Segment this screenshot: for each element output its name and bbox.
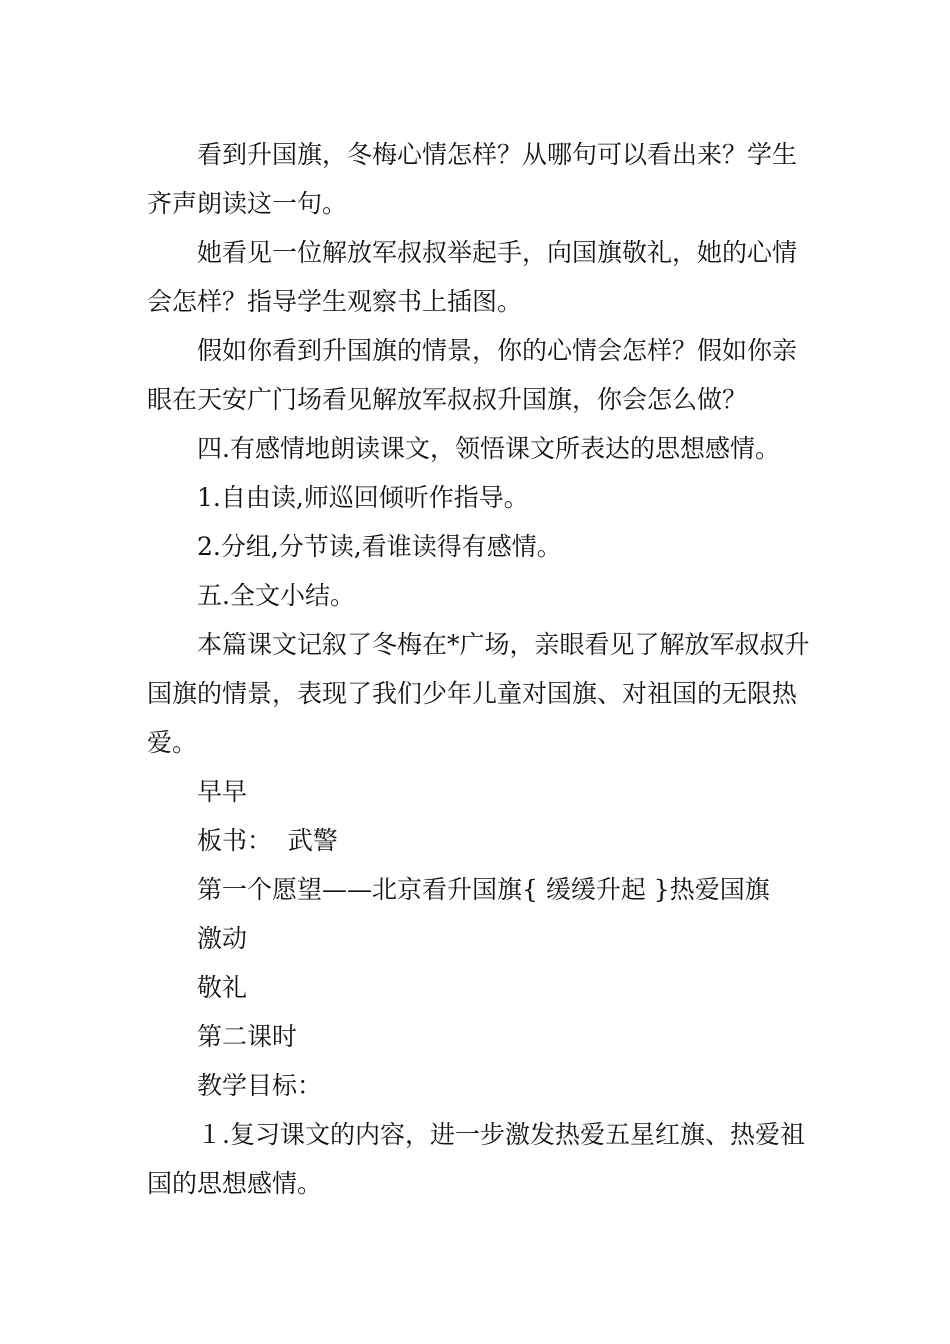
list-item: １.复习课文的内容，进一步激发热爱五星红旗、热爱祖国的思想感情。: [147, 1120, 805, 1198]
board-note: 激动: [197, 924, 248, 953]
section-heading: 第二课时: [197, 1022, 298, 1051]
section-heading: 五.全文小结。: [197, 581, 355, 610]
section-heading: 教学目标：: [197, 1071, 323, 1100]
paragraph: 假如你看到升国旗的情景，你的心情会怎样？假如你亲眼在天安广门场看见解放军叔叔升国旗，你会怎么做？: [147, 336, 798, 414]
document-page: [147, 130, 812, 1208]
list-item: 1.自由读,师巡回倾听作指导。: [197, 483, 529, 512]
paragraph: 本篇课文记叙了冬梅在*广场，亲眼看见了解放军叔叔升国旗的情景，表现了我们少年儿童对国旗、对祖国的无限热爱。: [147, 630, 810, 757]
list-item: 2.分组,分节读,看谁读得有感情。: [197, 532, 562, 561]
section-heading: 四.有感情地朗读课文，领悟课文所表达的思想感情。: [197, 434, 780, 463]
board-note: 早早: [197, 777, 248, 806]
paragraph: 她看见一位解放军叔叔举起手，向国旗敬礼，她的心情会怎样？指导学生观察书上插图。: [147, 238, 798, 316]
paragraph: 看到升国旗，冬梅心情怎样？从哪句可以看出来？学生齐声朗读这一句。: [147, 140, 798, 218]
board-note: 第一个愿望——北京看升国旗{ 缓缓升起 }热爱国旗: [197, 875, 770, 904]
board-note: 敬礼: [197, 973, 248, 1002]
board-note: 板书： 武警: [197, 826, 338, 855]
